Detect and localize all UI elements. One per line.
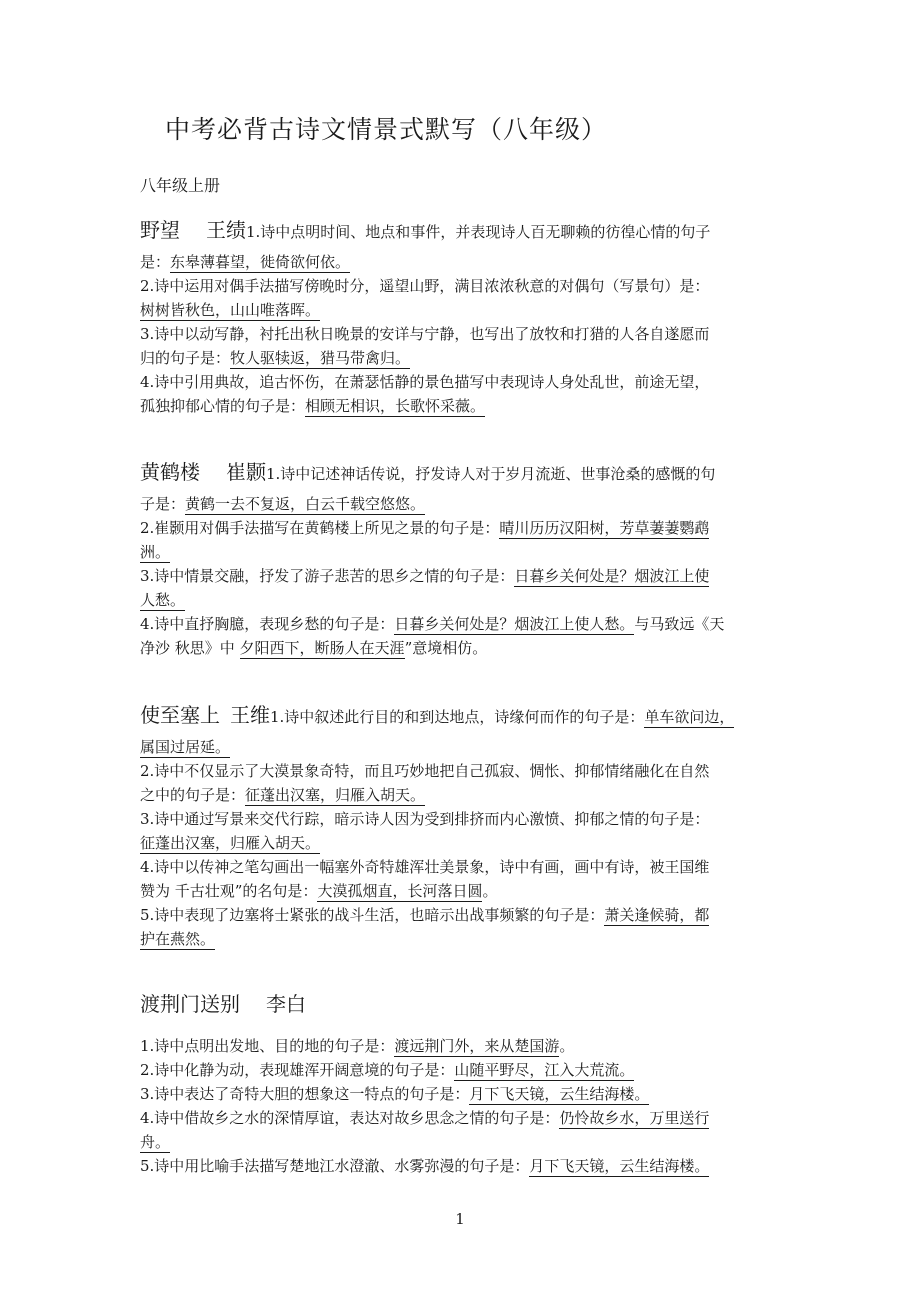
question-text: 4.诗中引用典故，追古怀伤，在萧瑟恬静的景色描写中表现诗人身处乱世，前途无望， (140, 373, 710, 391)
answer-text: 仍怜故乡水，万里送行 (559, 1109, 710, 1127)
question-text: 3.诗中以动写静，衬托出秋日晚景的安详与宁静，也写出了放牧和打猎的人各自遂愿而 (140, 325, 710, 343)
poem-section-huanghelou (140, 452, 782, 660)
answer-text: 树树皆秋色，山山唯落晖。 (140, 301, 321, 319)
answer-text: 萧关逢候骑，都 (604, 906, 710, 924)
question-text: 2.崔颢用对偶手法描写在黄鹤楼上所见之景的句子是： (140, 519, 500, 537)
poem-title: 野望 (140, 218, 180, 242)
question-line (140, 516, 782, 540)
poem-section-shizhisaishang (140, 695, 782, 951)
poem-heading (140, 210, 782, 250)
question-text: 3.诗中情景交融，抒发了游子悲苦的思乡之情的句子是： (140, 567, 515, 585)
question-line (140, 1106, 782, 1130)
question-line (140, 250, 782, 274)
answer-text: 人愁。 (140, 591, 186, 609)
answer-text: 月下飞天镜，云生结海楼。 (469, 1085, 650, 1103)
question-text: 2.诗中运用对偶手法描写傍晚时分，遥望山野，满目浓浓秋意的对偶句（写景句）是： (140, 277, 710, 295)
question-line (140, 394, 782, 418)
question-line (140, 612, 782, 636)
poem-author: 崔颢 (226, 460, 266, 484)
question-line (140, 903, 782, 927)
poem-title: 使至塞上 (140, 703, 220, 727)
question-line (140, 855, 782, 879)
answer-text: 征蓬出汉塞，归雁入胡天。 (140, 834, 321, 852)
question-line (140, 588, 782, 612)
answer-text: 东皋薄暮望，徙倚欲何依。 (170, 253, 351, 271)
poem-heading (140, 695, 782, 735)
question-text: 4.诗中借故乡之水的深情厚谊，表达对故乡思念之情的句子是： (140, 1109, 560, 1127)
question-text: 赞为 千古壮观”的名句是： (140, 882, 318, 900)
answer-text: 征蓬出汉塞，归雁入胡天。 (245, 786, 426, 804)
page-number: 1 (455, 1210, 465, 1228)
answer-text: 单车欲问边， (644, 708, 735, 726)
question-line (140, 346, 782, 370)
question-text: 5.诗中表现了边塞将士紧张的战斗生活，也暗示出战事频繁的句子是： (140, 906, 605, 924)
question-line (140, 783, 782, 807)
question-line (140, 492, 782, 516)
question-line (140, 540, 782, 564)
poem-title: 渡荆门送别 (140, 992, 240, 1016)
question-text: 1.诗中点明时间、地点和事件，并表现诗人百无聊赖的彷徨心情的句子 (246, 223, 711, 241)
answer-text: 大漠孤烟直，长河落日圆 (317, 882, 483, 900)
poem-heading (140, 452, 782, 492)
question-line (140, 1130, 782, 1154)
answer-text: 黄鹤一去不复返，白云千载空悠悠。 (185, 495, 426, 513)
question-line (140, 636, 782, 660)
poem-author: 王维 (230, 703, 270, 727)
question-text: 之中的句子是： (140, 786, 246, 804)
answer-text: 日暮乡关何处是？烟波江上使 (514, 567, 710, 585)
question-line (140, 1082, 782, 1106)
question-text: 2.诗中化静为动，表现雄浑开阔意境的句子是： (140, 1061, 455, 1079)
question-line (140, 735, 782, 759)
question-text: 2.诗中不仅显示了大漠景象奇特，而且巧妙地把自己孤寂、惆怅、抑郁情绪融化在自然 (140, 762, 710, 780)
answer-text: 渡远荆门外，来从楚国游 (394, 1037, 560, 1055)
question-text: 1.诗中记述神话传说，抒发诗人对于岁月流逝、世事沧桑的感慨的句 (266, 465, 716, 483)
grade-heading: 八年级上册 (140, 176, 221, 195)
poem-heading (140, 984, 782, 1024)
question-text: 1.诗中叙述此行目的和到达地点，诗缘何而作的句子是： (270, 708, 645, 726)
poem-author: 李白 (266, 992, 306, 1016)
answer-text: 日暮乡关何处是？烟波江上使人愁。 (394, 615, 635, 633)
question-line (140, 564, 782, 588)
question-line (140, 1154, 782, 1178)
question-line (140, 1058, 782, 1082)
answer-text: 山随平野尽，江入大荒流。 (454, 1061, 635, 1079)
answer-text: 舟。 (140, 1133, 171, 1151)
poem-title: 黄鹤楼 (140, 460, 200, 484)
question-line (140, 879, 782, 903)
question-line (140, 927, 782, 951)
question-text: 3.诗中表达了奇特大胆的想象这一特点的句子是： (140, 1085, 470, 1103)
answer-text: 晴川历历汉阳树，芳草萋萋鹦鹉 (499, 519, 710, 537)
answer-text: 洲。 (140, 543, 171, 561)
question-line (140, 274, 782, 298)
question-text: 是： (140, 253, 171, 271)
question-text: 1.诗中点明出发地、目的地的句子是： (140, 1037, 395, 1055)
poem-author: 王绩 (206, 218, 246, 242)
answer-text: 月下飞天镜，云生结海楼。 (529, 1157, 710, 1175)
question-text: ”意境相仿。 (404, 639, 488, 657)
answer-text: 夕阳西下，断肠人在天涯 (239, 639, 405, 657)
question-line (140, 370, 782, 394)
document-title: 中考必背古诗文情景式默写（八年级） (165, 115, 608, 144)
question-text: 。 (559, 1037, 575, 1055)
question-text: 子是： (140, 495, 186, 513)
question-text: 净沙 秋思》中 (140, 639, 240, 657)
question-line (140, 759, 782, 783)
question-line (140, 831, 782, 855)
question-text: 4.诗中直抒胸臆，表现乡愁的句子是： (140, 615, 395, 633)
question-text: 与马致远《天 (634, 615, 725, 633)
question-text: 5.诗中用比喻手法描写楚地江水澄澈、水雾弥漫的句子是： (140, 1157, 530, 1175)
question-text: 归的句子是： (140, 349, 231, 367)
question-line (140, 298, 782, 322)
answer-text: 属国过居延。 (140, 738, 231, 756)
question-text: 孤独抑郁心情的句子是： (140, 397, 306, 415)
answer-text: 相顾无相识，长歌怀采薇。 (305, 397, 486, 415)
question-line (140, 807, 782, 831)
question-text: 。 (482, 882, 498, 900)
answer-text: 牧人驱犊返，猎马带禽归。 (230, 349, 411, 367)
question-text: 3.诗中通过写景来交代行踪，暗示诗人因为受到排挤而内心激愤、抑郁之情的句子是： (140, 810, 710, 828)
poem-section-yewang (140, 210, 782, 418)
question-line (140, 322, 782, 346)
answer-text: 护在燕然。 (140, 930, 216, 948)
poem-section-dujingmen (140, 984, 782, 1178)
question-text: 4.诗中以传神之笔勾画出一幅塞外奇特雄浑壮美景象，诗中有画，画中有诗，被王国维 (140, 858, 710, 876)
question-line (140, 1034, 782, 1058)
